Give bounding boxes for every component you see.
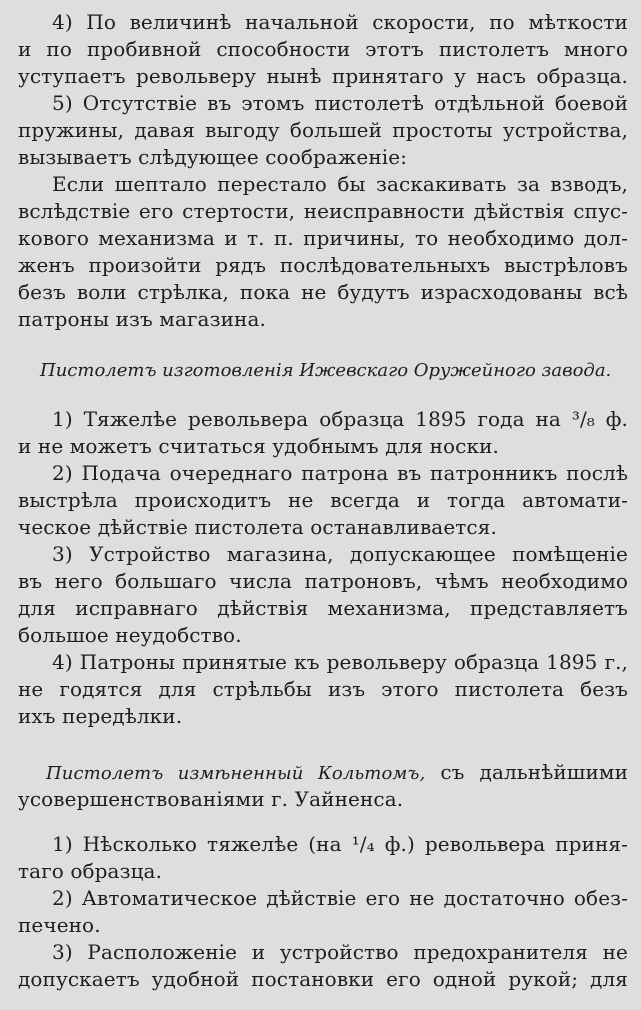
text-line: патроны изъ магазина. bbox=[18, 307, 266, 331]
list-item: 2) Автоматическое дѣйствіе его не достаточно обез- bbox=[52, 886, 628, 910]
text-line: и не можетъ считаться удобнымъ для носки. bbox=[18, 434, 499, 458]
text-line: въ него большаго числа патроновъ, чѣмъ необходимо bbox=[18, 569, 628, 593]
list-item: 4) Патроны принятые къ револьверу образца 1895 г., bbox=[52, 650, 628, 674]
text-line: не годятся для стрѣльбы изъ этого пистолета безъ bbox=[18, 677, 628, 701]
text-line: безъ воли стрѣлка, пока не будутъ израсходованы всѣ bbox=[18, 280, 628, 304]
text-line: ихъ передѣлки. bbox=[18, 704, 183, 728]
text-line: выстрѣла происходитъ не всегда и тогда автомати- bbox=[18, 488, 628, 512]
section-heading-continuation: усовершенствованіями г. Уайненса. bbox=[18, 787, 404, 811]
text-line: допускаетъ удобной постановки его одной рукой; для bbox=[18, 967, 628, 991]
text-line: печено. bbox=[18, 913, 101, 937]
text-line: 4) По величинѣ начальной скорости, по мѣткости bbox=[52, 10, 628, 34]
list-item: 3) Расположеніе и устройство предохранителя не bbox=[52, 940, 628, 964]
list-item: 2) Подача очереднаго патрона въ патронникъ послѣ bbox=[52, 461, 628, 485]
text-line: кового механизма и т. п. причины, то необходимо дол- bbox=[18, 226, 628, 250]
text-line: женъ произойти рядъ послѣдовательныхъ выстрѣловъ bbox=[18, 253, 628, 277]
text-line: и по пробивной способности этотъ пистолетъ много bbox=[18, 37, 628, 61]
section-heading bbox=[46, 758, 628, 786]
text-line: для исправнаго дѣйствія механизма, представляетъ bbox=[18, 596, 628, 620]
text-line: Если шептало перестало бы заскакивать за взводъ, bbox=[52, 172, 628, 196]
text-line: уступаетъ револьверу нынѣ принятаго у насъ образца. bbox=[18, 64, 628, 88]
list-item: 1) Нѣсколько тяжелѣе (на ¹/₄ ф.) револьвера приня- bbox=[52, 832, 628, 856]
text-line: ческое дѣйствіе пистолета останавливается. bbox=[18, 515, 497, 539]
text-line: вызываетъ слѣдующее соображеніе: bbox=[18, 145, 408, 169]
section-heading: Пистолетъ изготовленія Ижевскаго Оружейного завода. bbox=[40, 360, 612, 381]
text-line: большое неудобство. bbox=[18, 623, 242, 647]
heading-plain-part: съ дальнѣйшими bbox=[440, 760, 628, 784]
text-line: пружины, давая выгоду большей простоты устройства, bbox=[18, 118, 628, 142]
list-item: 3) Устройство магазина, допускающее помѣщеніе bbox=[52, 542, 628, 566]
heading-italic-part: Пистолетъ измѣненный Кольтомъ, bbox=[46, 763, 426, 784]
text-line: 5) Отсутствіе въ этомъ пистолетѣ отдѣльной боевой bbox=[52, 91, 628, 115]
list-item: 1) Тяжелѣе револьвера образца 1895 года на ³/₈ ф. bbox=[52, 407, 628, 431]
text-line: вслѣдствіе его стертости, неисправности дѣйствія спус- bbox=[18, 199, 628, 223]
text-line: таго образца. bbox=[18, 859, 163, 883]
